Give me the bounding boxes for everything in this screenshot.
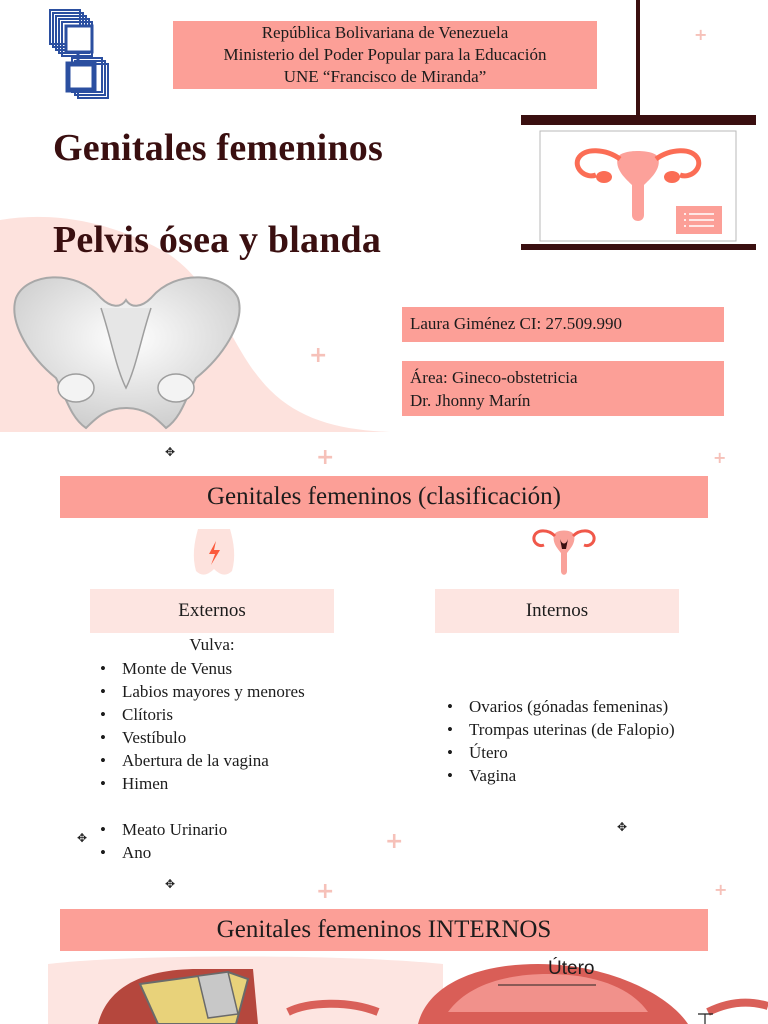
list-item: • Trompas uterinas (de Falopio) xyxy=(443,718,713,741)
plus-decor-1: + xyxy=(694,25,708,44)
header-line-1: República Bolivariana de Venezuela xyxy=(261,23,509,42)
vulva-intro: Vulva: xyxy=(189,635,235,654)
mini-plus-decor-3: ✥ xyxy=(617,820,628,834)
mini-plus-decor-1: ✥ xyxy=(165,445,176,459)
plus-decor-6: + xyxy=(316,879,335,904)
header-line-2: Ministerio del Poder Popular para la Educación xyxy=(223,45,547,64)
list-item: • Ano xyxy=(96,841,386,864)
list-item: • Útero xyxy=(443,741,713,764)
list-item: • Meato Urinario xyxy=(96,818,386,841)
author-name: Laura Giménez CI: 27.509.990 xyxy=(410,314,622,333)
list-item: • Vestíbulo xyxy=(96,726,386,749)
plus-decor-7: + xyxy=(714,880,728,899)
list-item: • Vagina xyxy=(443,764,713,787)
list-item: • Labios mayores y menores xyxy=(96,680,386,703)
utero-label: Útero xyxy=(548,958,595,979)
course-area: Área: Gineco-obstetricia xyxy=(410,368,578,387)
list-item: • Ovarios (gónadas femeninas) xyxy=(443,695,713,718)
list-item: • Clítoris xyxy=(96,703,386,726)
course-info-box xyxy=(402,361,724,416)
plus-decor-3: + xyxy=(316,445,335,470)
menu-lines-icon xyxy=(676,206,722,234)
plus-decor-5: + xyxy=(385,829,404,854)
internal-heading: Internos xyxy=(435,589,679,633)
logo-icon xyxy=(48,8,112,104)
pelvis-bone-image xyxy=(6,268,246,436)
pelvis-lower-icon xyxy=(192,527,236,577)
mini-plus-decor-2: ✥ xyxy=(77,831,88,845)
external-extra-list xyxy=(96,818,386,864)
internal-list xyxy=(443,695,713,787)
subtitle: Pelvis ósea y blanda xyxy=(53,219,382,261)
author-name-box xyxy=(402,307,724,342)
plus-decor-2: + xyxy=(309,343,328,368)
course-doctor: Dr. Jhonny Marín xyxy=(410,391,531,410)
list-item: • Himen xyxy=(96,772,386,795)
internos-heading: Genitales femeninos INTERNOS xyxy=(60,909,708,951)
plus-decor-4: + xyxy=(713,448,727,467)
list-item: • Abertura de la vagina xyxy=(96,749,386,772)
list-item: • Monte de Venus xyxy=(96,657,386,680)
header-line-3: UNE “Francisco de Miranda” xyxy=(283,67,487,86)
external-list xyxy=(96,657,386,795)
classification-heading: Genitales femeninos (clasificación) xyxy=(60,476,708,518)
main-title: Genitales femeninos xyxy=(53,127,383,169)
mini-plus-decor-4: ✥ xyxy=(165,877,176,891)
uterus-small-icon xyxy=(532,527,596,577)
anatomy-illustration xyxy=(48,954,768,1024)
external-heading: Externos xyxy=(90,589,334,633)
